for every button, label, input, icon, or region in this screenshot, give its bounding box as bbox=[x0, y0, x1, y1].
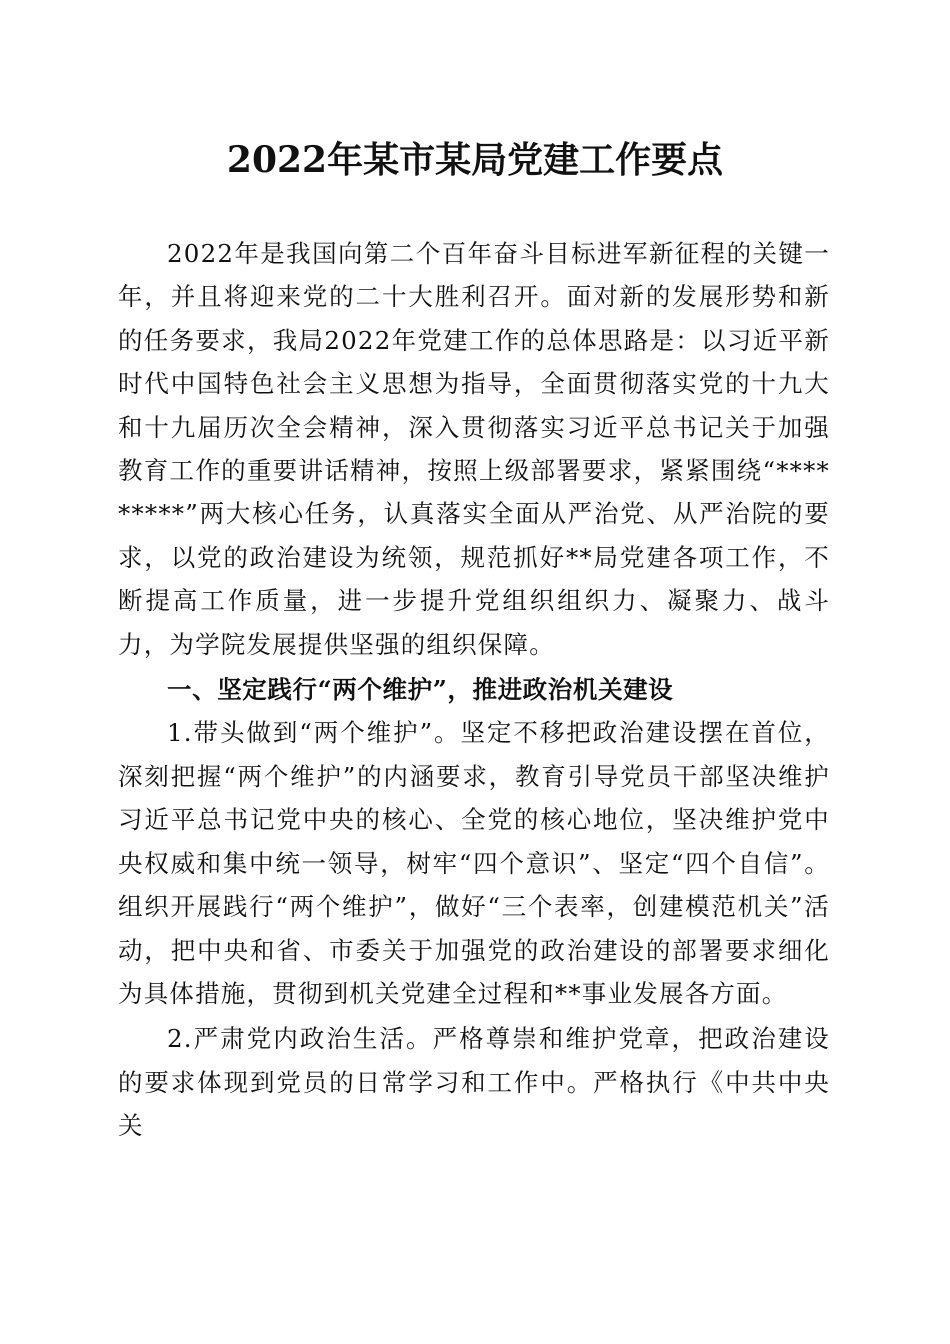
document-title: 2022年某市某局党建工作要点 bbox=[226, 139, 724, 181]
section-1-item-1: 1.带头做到“两个维护”。坚定不移把政治建设摆在首位，深刻把握“两个维护”的内涵要求，教育引导党员干部坚决维护习近平总书记党中央的核心、全党的核心地位，坚决维护党中央权威和集中统一领导，树牢“四个意识”、坚定“四个自信”。组织开展践行“两个维护”，做好“三个表率，创建模范机关”活动，把中央和省、市委关于加强党的政治建设的部署要求细化为具体措施，贯彻到机关党建全过程和**事业发展各方面。 bbox=[118, 718, 830, 1008]
intro-paragraph: 2022年是我国向第二个百年奋斗目标进军新征程的关键一年，并且将迎来党的二十大胜利召开。面对新的发展形势和新的任务要求，我局2022年党建工作的总体思路是：以习近平新时代中国特色社会主义思想为指导，全面贯彻落实党的十九大和十九届历次全会精神，深入贯彻落实习近平总书记关于加强教育工作的重要讲话精神，按照上级部署要求，紧紧围绕“*********”两大核心任务，认真落实全面从严治党、从严治院的要求，以党的政治建设为统领，规范抓好**局党建各项工作，不断提高工作质量，进一步提升党组织组织力、凝聚力、战斗力，为学院发展提供坚强的组织保障。 bbox=[118, 239, 830, 659]
section-1-item-2: 2.严肃党内政治生活。严格尊崇和维护党章，把政治建设的要求体现到党员的日常学习和工作中。严格执行《中共中央关 bbox=[118, 1024, 830, 1141]
document-body bbox=[118, 232, 830, 1148]
section-heading-1: 一、坚定践行“两个维护”，推进政治机关建设 bbox=[167, 675, 674, 705]
